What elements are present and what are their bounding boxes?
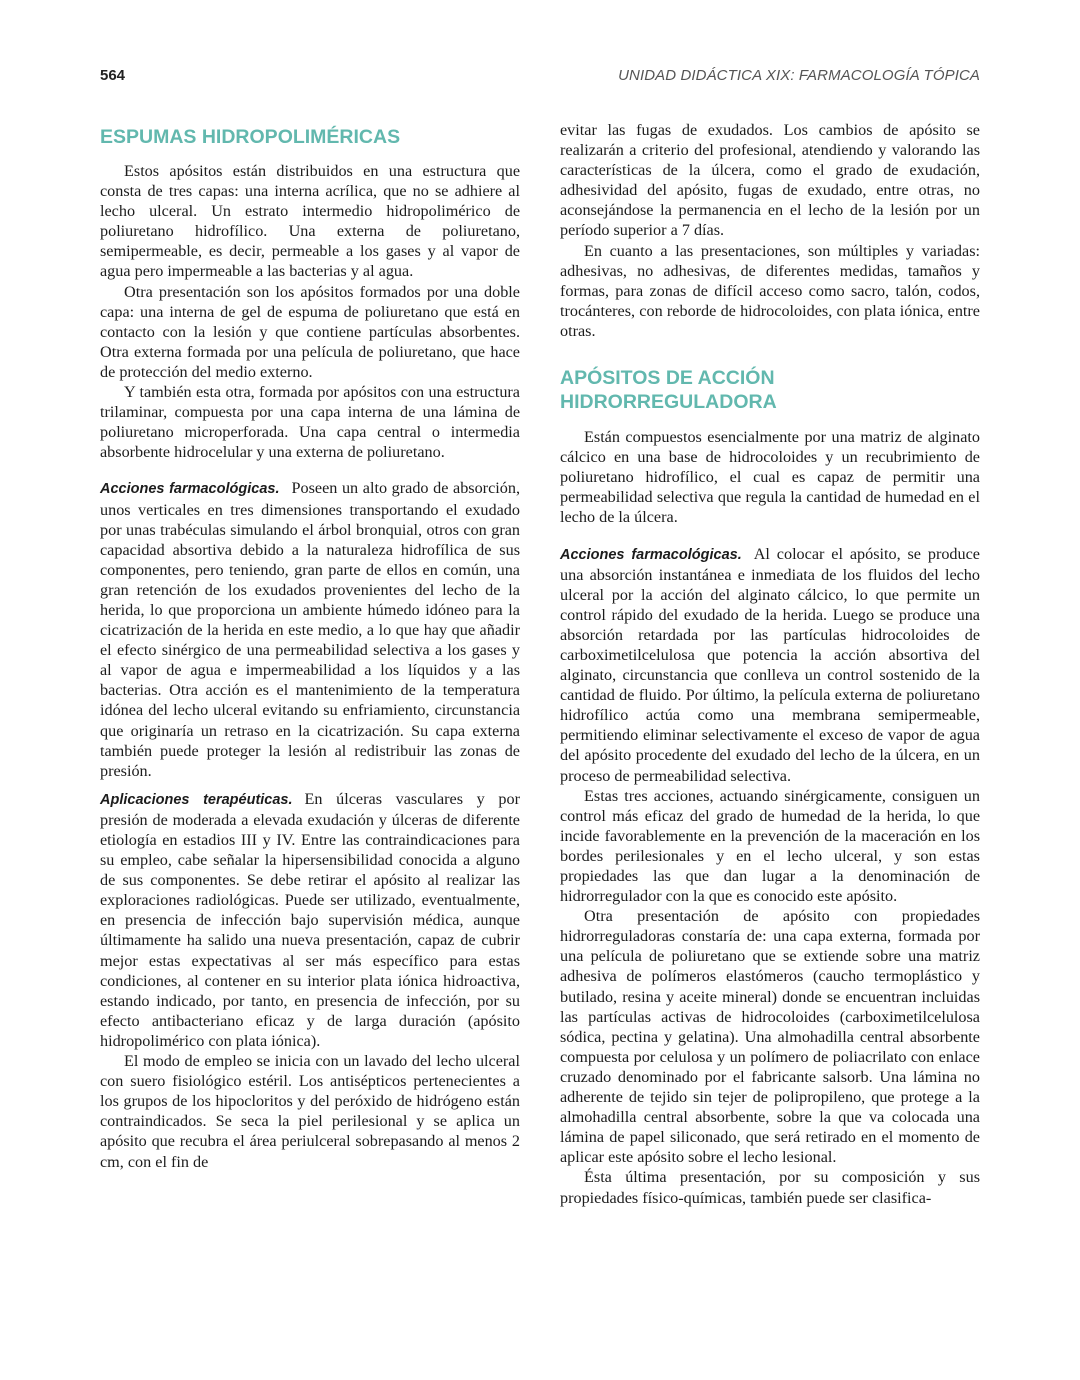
paragraph: Ésta última presentación, por su composición y sus propiedades físico-químicas, también puede ser clasifica- (560, 1168, 980, 1207)
section-title-hidrorreguladora (560, 366, 980, 414)
runin-heading-acciones: Acciones farmacológicas. (100, 481, 280, 498)
acciones-text: Poseen un alto grado de absorción, unos verticales en tres dimensiones transportando el exudado por unas trabéculas simulando el árbol bronquial, otros con gran capacidad absortiva debido a la naturaleza hidrofílica de sus componentes, pero teniendo, gran parte de ellos en común, una gran retención de los exudados provenientes del lecho de la herida, lo que proporciona un ambiente húmedo idóneo para la cicatrización de la herida en este medio, a lo que hay que añadir el efecto sinérgico de una permeabilidad selectiva a los gases y al vapor de agua e impermeabilidad a los líquidos y a las bacterias. Otra acción es el mantenimiento de la temperatura idónea del lecho ulceral evitando su enfriamiento, circunstancia que originaría un retraso en la cicatrización. Su capa externa también puede proteger la lesión al redistribuir las zonas de presión. (100, 479, 520, 780)
section-title-line: HIDRORREGULADORA (560, 391, 777, 414)
running-head: UNIDAD DIDÁCTICA XIX: FARMACOLOGÍA TÓPICA (618, 67, 980, 84)
paragraph: Estas tres acciones, actuando sinérgicamente, consiguen un control más eficaz del grado de humedad de la herida, lo que incide favorablemente en la prevención de la maceración en los bordes perilesionales y en el lecho ulceral, y son estas propiedades las que dan lugar a la denominación de hidrorregulador con la que es conocido este apósito. (560, 786, 980, 906)
right-column (560, 120, 980, 1208)
section-title-line: APÓSITOS DE ACCIÓN (560, 367, 775, 390)
paragraph: Estos apósitos están distribuidos en una estructura que consta de tres capas: una interna acrílica, que no se adhiere al lecho ulceral. Un estrato intermedio hidropolimérico de poliuretano hidrofílico. Una externa de poliuretano, semipermeable, es decir, permeable a los gases y al vapor de agua pero impermeable a las bacterias y al agua. (100, 162, 520, 281)
aplicaciones-paragraph (100, 789, 520, 1051)
paragraph: Y también esta otra, formada por apósitos con una estructura trilaminar, compuesta por una capa interna de una lámina de poliuretano microperforada. Una capa central o intermedia absorbente hidrocelular y una externa de poliuretano. (100, 383, 520, 462)
page-header (100, 67, 980, 91)
runin-heading-aplicaciones: Aplicaciones terapéuticas. (100, 791, 293, 808)
left-column (100, 120, 520, 1172)
paragraph-continued: evitar las fugas de exudados. Los cambios de apósito se realizarán a criterio del profesional, atendiendo y valorando las características de la úlcera, como el grado de exudación, adhesividad del apósito, fugas de exudado, entre otras, no aconsejándose la permanencia en el lecho de la lesión por un período superior a 7 días. (560, 121, 980, 240)
paragraph: Están compuestos esencialmente por una matriz de alginato cálcico en una base de hidrocoloides y un recubrimiento de poliuretano hidrofílico, el cual es capaz de permitir una permeabilidad selectiva que regula la cantidad de humedad en el lecho de la úlcera. (560, 428, 980, 527)
section-title-espumas: ESPUMAS HIDROPOLIMÉRICAS (100, 126, 401, 148)
page-number: 564 (100, 67, 126, 84)
paragraph: Otra presentación son los apósitos formados por una doble capa: una interna de gel de espuma de poliuretano que está en contacto con la lesión y que contiene partículas absorbentes. Otra externa formada por una película de poliuretano, que hace de protección del medio externo. (100, 282, 520, 381)
paragraph: Otra presentación de apósito con propiedades hidrorreguladoras constaría de: una capa externa, formada por una película de poliuretano que se extiende sobre una matriz adhesiva de polímeros elastómeros (caucho termoplástico y butilado, resina y aceite mineral) donde se encuentran incluidas las partículas activas de hidrocoloides (carboximetilcelulosa sódica, pectina y gelatina). Una almohadilla central absorbente compuesta por celulosa y un polímero de poliacrilato con enlace cruzado denominado por el fabricante salsorb. Una lámina no adherente de tejido sin tejer de polipropileno, que protege a la almohadilla central absorbente, sobre la que va colocada una lámina de papel siliconado, que será retirado en el momento de aplicar este apósito sobre el lecho lesional. (560, 907, 980, 1167)
acciones-text: Al colocar el apósito, se produce una absorción instantánea e inmediata de los fluidos del lecho ulceral por la acción del alginato cálcico, lo que permite un control rápido del exudado de la herida. Luego se produce una absorción retardada por las partículas hidrocoloides de carboximetilcelulosa que potencia la acción absortiva del alginato, circunstancia que conlleva un control sostenido de la cantidad de fluido. Por último, la película externa de poliuretano hidrofílico actúa como una membrana semipermeable, permitiendo eliminar selectivamente el exceso de vapor de agua del apósito procedente del exudado del lecho de la úlcera, en un proceso de permeabilidad selectiva. (560, 544, 980, 785)
aplicaciones-text: En úlceras vasculares y por presión de moderada a elevada exudación y úlceras de diferente etiología en estadios III y IV. Entre las contraindicaciones para su empleo, cabe señalar la hipersensibilidad conocida a alguno de sus componentes. Se debe retirar el apósito al realizar las exploraciones radiológicas. Puede ser utilizado, eventualmente, en presencia de infección bajo supervisión médica, aunque últimamente ha salido una nueva presentación, capaz de cubrir mejor estas expectativas al ser más específico para estas condiciones, al contener en su interior plata iónica hidroactiva, estando indicado, por tanto, en presencia de infección, por su efecto antibacteriano eficaz y de larga duración (apósito hidropolimérico con plata iónica). (100, 789, 520, 1050)
paragraph: El modo de empleo se inicia con un lavado del lecho ulceral con suero fisiológico estéril. Los antisépticos pertenecientes a los grupos de los hipocloritos y del peróxido de hidrógeno están contraindicados. Se seca la piel perilesional y se aplica un apósito que recubra el área periulceral sobrepasando al menos 2 cm, con el fin de (100, 1052, 520, 1171)
runin-heading-acciones: Acciones farmacológicas. (560, 546, 742, 563)
acciones-paragraph (100, 478, 520, 780)
paragraph: En cuanto a las presentaciones, son múltiples y variadas: adhesivas, no adhesivas, de diferentes medidas, tamaños y formas, para zonas de difícil acceso como sacro, talón, codos, trocánteres, con reborde de hidrocoloides, con plata iónica, entre otras. (560, 241, 980, 340)
acciones-paragraph (560, 544, 980, 786)
